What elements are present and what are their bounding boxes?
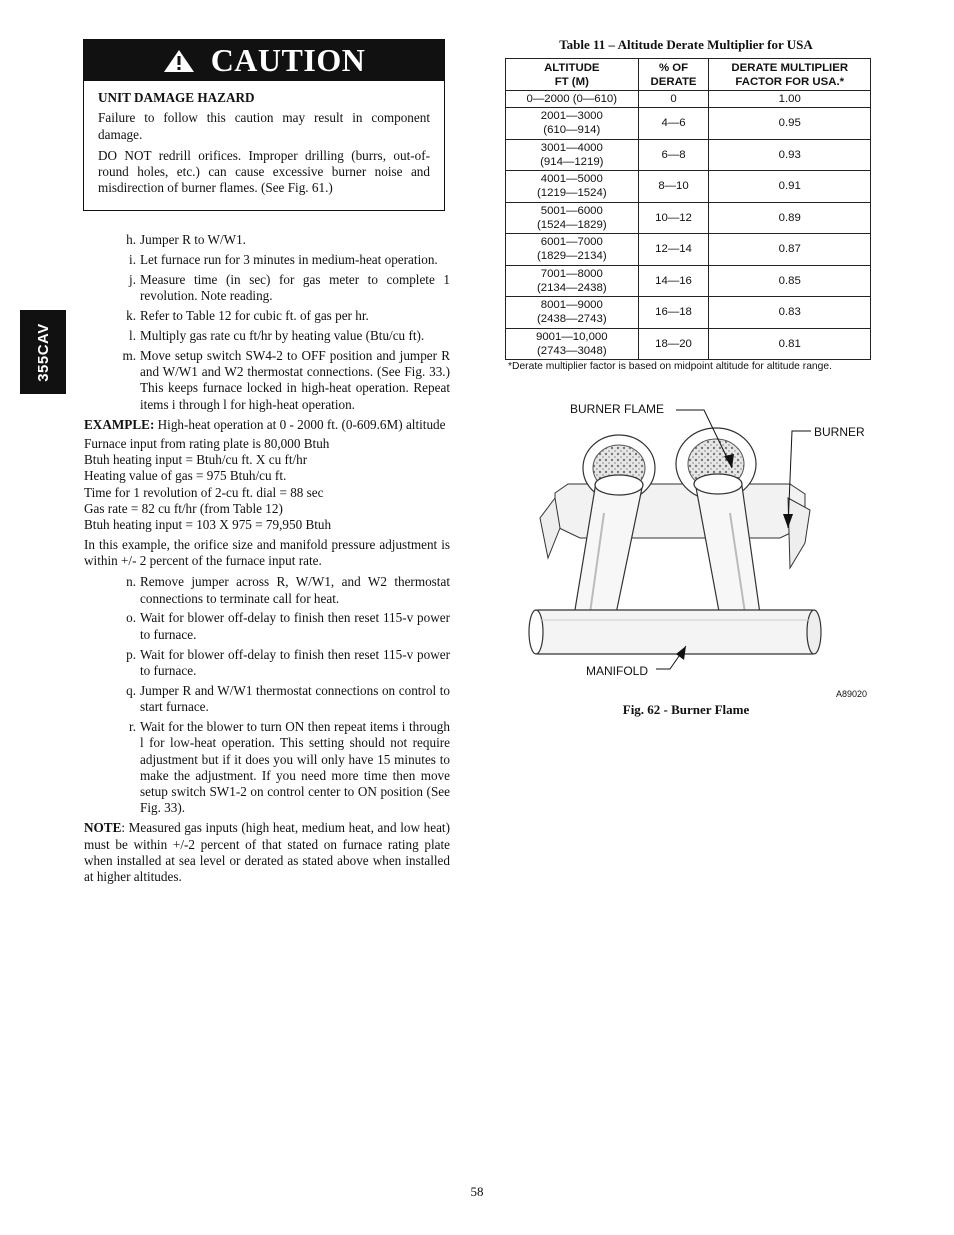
example-line: Furnace input from rating plate is 80,000 Btuh <box>84 435 330 451</box>
step-q: q. Jumper R and W/W1 thermostat connections on control to start furnace. <box>126 682 450 715</box>
example-line: Btuh heating input = 103 X 975 = 79,950 Btuh <box>84 517 332 533</box>
figure-code: A89020 <box>836 689 868 699</box>
example-line: Time for 1 revolution of 2-cu ft. dial = 88 sec <box>84 484 324 500</box>
table-row: 9001—10,000 (2743—3048) 18—20 0.81 <box>506 328 871 360</box>
example-line: Btuh heating input = Btuh/cu ft. X cu ft/hr <box>84 452 308 468</box>
table-footnote: *Derate multiplier factor is based on midpoint altitude for altitude range. <box>508 361 832 372</box>
step-r: r. Wait for the blower to turn ON then repeat items i through l for low-heat operation. This setting should not require adjustment but if it does you will only have 15 minutes to make the adjustment. If you need more time then move setup switch SW1-2 on control center to ON position (See Fig. 33). <box>129 718 450 816</box>
step-h: h. Jumper R to W/W1. <box>126 232 246 247</box>
table-row: 8001—9000 (2438—2743) 16—18 0.83 <box>506 297 871 329</box>
header-altitude: ALTITUDE FT (M) <box>506 59 639 91</box>
table-row: 5001—6000 (1524—1829) 10—12 0.89 <box>506 202 871 234</box>
header-derate: % OF DERATE <box>638 59 709 91</box>
warning-icon <box>163 49 195 73</box>
label-burner: BURNER <box>814 425 865 439</box>
label-manifold: MANIFOLD <box>586 664 649 678</box>
derate-table <box>505 58 871 360</box>
figure-caption: Fig. 62 - Burner Flame <box>622 702 750 717</box>
caution-text-1: Failure to follow this caution may result in component damage. <box>98 110 430 142</box>
table-row: 0—2000 (0—610) 0 1.00 <box>506 91 871 108</box>
step-o: o. Wait for blower off-delay to finish then reset 115-v power to furnace. <box>126 610 450 642</box>
table-row: 7001—8000 (2134—2438) 14—16 0.85 <box>506 265 871 297</box>
table-row: 2001—3000 (610—914) 4—6 0.95 <box>506 108 871 140</box>
example-label: EXAMPLE: <box>84 416 155 432</box>
step-i: i. Let furnace run for 3 minutes in medium-heat operation. <box>129 251 438 267</box>
table-header-row <box>506 59 871 91</box>
step-l: l. Multiply gas rate cu ft/hr by heating value (Btu/cu ft). <box>129 327 425 343</box>
example-line: Heating value of gas = 975 Btuh/cu ft. <box>84 468 287 484</box>
note-label: NOTE <box>84 820 122 836</box>
burner-flame-illustration <box>520 398 880 698</box>
caution-body <box>84 81 444 197</box>
table-row: 4001—5000 (1219—1524) 8—10 0.91 <box>506 171 871 203</box>
caution-title: CAUTION <box>210 42 366 78</box>
table-title: Table 11 – Altitude Derate Multiplier for USA <box>559 37 813 52</box>
step-p: p. Wait for blower off-delay to finish then reset 115-v power to furnace. <box>126 646 450 678</box>
page-number: 58 <box>470 1184 484 1199</box>
table-row: 6001—7000 (1829—2134) 12—14 0.87 <box>506 234 871 266</box>
step-j: j. Measure time (in sec) for gas meter to complete 1 revolution. Note reading. <box>129 271 450 304</box>
side-tab <box>20 310 66 394</box>
table-row: 3001—4000 (914—1219) 6—8 0.93 <box>506 139 871 171</box>
example-paragraph: EXAMPLE: High-heat operation at 0 - 2000 ft. (0-609.6M) altitude <box>84 416 446 432</box>
caution-text-2: DO NOT redrill orifices. Improper drilling (burrs, out-of-round holes, etc.) can cause excessive burner noise and misdirection of burner flames. (See Fig. 61.) <box>98 147 430 196</box>
header-factor: DERATE MULTIPLIER FACTOR FOR USA.* <box>709 59 871 91</box>
example-summary: In this example, the orifice size and manifold pressure adjustment is within +/- 2 percent of the furnace input rate. <box>84 536 450 568</box>
example-line: Gas rate = 82 cu ft/hr (from Table 12) <box>84 501 283 517</box>
step-n: n. Remove jumper across R, W/W1, and W2 thermostat connections to terminate call for heat. <box>126 574 450 606</box>
caution-box <box>83 39 445 211</box>
side-tab-label: 355CAV <box>34 322 52 382</box>
label-burner-flame: BURNER FLAME <box>570 402 665 416</box>
step-k: k. Refer to Table 12 for cubic ft. of gas per hr. <box>126 307 369 323</box>
caution-header <box>84 40 444 81</box>
note-paragraph: NOTE: Measured gas inputs (high heat, medium heat, and low heat) must be within +/-2 percent of that stated on furnace rating plate when installed at sea level or derated as stated above when installed at higher altitudes. <box>84 820 450 885</box>
procedure-text <box>84 232 450 889</box>
hazard-heading: UNIT DAMAGE HAZARD <box>98 90 255 105</box>
step-m: m. Move setup switch SW4-2 to OFF position and jumper R and W/W1 and W2 thermostat connections. (See Fig. 33.) This keeps furnace locked in high-heat operation. Repeat items i through l for high-heat operation. <box>122 347 450 412</box>
